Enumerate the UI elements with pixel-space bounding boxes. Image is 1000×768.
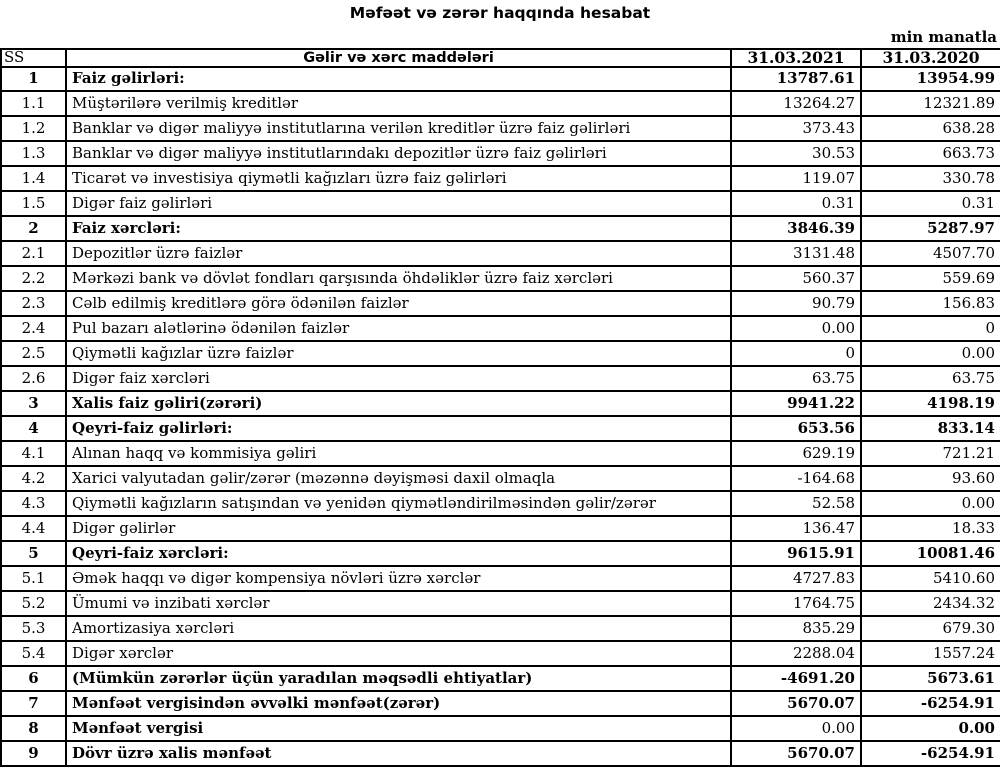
row-label: Cəlb edilmiş kreditlərə görə ödənilən faizlər bbox=[66, 291, 731, 316]
row-value-2020: 4198.19 bbox=[861, 391, 1000, 416]
row-label: Faiz gəlirləri: bbox=[66, 67, 731, 92]
row-number: 7 bbox=[1, 691, 66, 716]
table-row bbox=[1, 91, 1000, 116]
row-number: 2.2 bbox=[1, 266, 66, 291]
header-period-2020: 31.03.2020 bbox=[861, 49, 1000, 67]
row-value-2021: 4727.83 bbox=[731, 566, 861, 591]
row-value-2021: 2288.04 bbox=[731, 641, 861, 666]
row-value-2021: 3131.48 bbox=[731, 241, 861, 266]
table-row bbox=[1, 616, 1000, 641]
row-value-2020: 721.21 bbox=[861, 441, 1000, 466]
row-number: 1.4 bbox=[1, 166, 66, 191]
row-label: Ticarət və investisiya qiymətli kağızları üzrə faiz gəlirləri bbox=[66, 166, 731, 191]
table-row bbox=[1, 241, 1000, 266]
row-number: 4.3 bbox=[1, 491, 66, 516]
table-row bbox=[1, 716, 1000, 741]
table-row bbox=[1, 591, 1000, 616]
row-value-2021: 1764.75 bbox=[731, 591, 861, 616]
table-row bbox=[1, 416, 1000, 441]
row-value-2020: 93.60 bbox=[861, 466, 1000, 491]
header-ss: SS bbox=[1, 49, 66, 67]
row-label: Faiz xərcləri: bbox=[66, 216, 731, 241]
row-label: Mənfəət vergisi bbox=[66, 716, 731, 741]
table-row bbox=[1, 366, 1000, 391]
row-value-2021: -4691.20 bbox=[731, 666, 861, 691]
row-label: Digər gəlirlər bbox=[66, 516, 731, 541]
row-value-2020: 679.30 bbox=[861, 616, 1000, 641]
row-number: 4.1 bbox=[1, 441, 66, 466]
row-value-2020: 4507.70 bbox=[861, 241, 1000, 266]
table-row bbox=[1, 67, 1000, 92]
table-row bbox=[1, 516, 1000, 541]
row-value-2020: 5287.97 bbox=[861, 216, 1000, 241]
row-value-2020: 663.73 bbox=[861, 141, 1000, 166]
row-value-2021: 13264.27 bbox=[731, 91, 861, 116]
table-row bbox=[1, 666, 1000, 691]
table-row bbox=[1, 266, 1000, 291]
row-value-2020: -6254.91 bbox=[861, 741, 1000, 766]
row-label: Alınan haqq və kommisiya gəliri bbox=[66, 441, 731, 466]
row-value-2020: 330.78 bbox=[861, 166, 1000, 191]
row-label: Mərkəzi bank və dövlət fondları qarşısında öhdəliklər üzrə faiz xərcləri bbox=[66, 266, 731, 291]
row-value-2020: 0 bbox=[861, 316, 1000, 341]
row-value-2020: 10081.46 bbox=[861, 541, 1000, 566]
row-label: Pul bazarı alətlərinə ödənilən faizlər bbox=[66, 316, 731, 341]
row-label: Əmək haqqı və digər kompensiya növləri üzrə xərclər bbox=[66, 566, 731, 591]
row-number: 4.2 bbox=[1, 466, 66, 491]
table-row bbox=[1, 741, 1000, 766]
row-value-2021: 560.37 bbox=[731, 266, 861, 291]
row-value-2021: 0.00 bbox=[731, 716, 861, 741]
table-row bbox=[1, 216, 1000, 241]
row-value-2020: 13954.99 bbox=[861, 67, 1000, 92]
row-number: 9 bbox=[1, 741, 66, 766]
row-label: Müştərilərə verilmiş kreditlər bbox=[66, 91, 731, 116]
row-value-2020: -6254.91 bbox=[861, 691, 1000, 716]
table-row bbox=[1, 316, 1000, 341]
row-label: Mənfəət vergisindən əvvəlki mənfəət(zərər) bbox=[66, 691, 731, 716]
row-value-2021: 52.58 bbox=[731, 491, 861, 516]
row-label: Xalis faiz gəliri(zərəri) bbox=[66, 391, 731, 416]
row-label: Qeyri-faiz gəlirləri: bbox=[66, 416, 731, 441]
row-label: Ümumi və inzibati xərclər bbox=[66, 591, 731, 616]
row-label: Banklar və digər maliyyə institutlarındakı depozitlər üzrə faiz gəlirləri bbox=[66, 141, 731, 166]
row-number: 1 bbox=[1, 67, 66, 92]
table-row bbox=[1, 341, 1000, 366]
table-row bbox=[1, 466, 1000, 491]
row-number: 2.1 bbox=[1, 241, 66, 266]
row-value-2021: 119.07 bbox=[731, 166, 861, 191]
row-value-2021: 835.29 bbox=[731, 616, 861, 641]
row-label: Digər faiz gəlirləri bbox=[66, 191, 731, 216]
row-value-2020: 63.75 bbox=[861, 366, 1000, 391]
row-value-2020: 5673.61 bbox=[861, 666, 1000, 691]
row-number: 5.2 bbox=[1, 591, 66, 616]
table-row bbox=[1, 141, 1000, 166]
row-label: Xarici valyutadan gəlir/zərər (məzənnə dəyişməsi daxil olmaqla bbox=[66, 466, 731, 491]
row-number: 2.6 bbox=[1, 366, 66, 391]
row-label: Banklar və digər maliyyə institutlarına verilən kreditlər üzrə faiz gəlirləri bbox=[66, 116, 731, 141]
table-row bbox=[1, 116, 1000, 141]
row-value-2021: 0 bbox=[731, 341, 861, 366]
row-value-2020: 156.83 bbox=[861, 291, 1000, 316]
row-label: Depozitlər üzrə faizlər bbox=[66, 241, 731, 266]
row-number: 2.3 bbox=[1, 291, 66, 316]
table-row bbox=[1, 391, 1000, 416]
row-label: Amortizasiya xərcləri bbox=[66, 616, 731, 641]
row-value-2021: 90.79 bbox=[731, 291, 861, 316]
row-value-2021: 653.56 bbox=[731, 416, 861, 441]
row-number: 5 bbox=[1, 541, 66, 566]
row-value-2020: 0.31 bbox=[861, 191, 1000, 216]
profit-loss-table bbox=[0, 48, 1000, 767]
row-value-2021: 9615.91 bbox=[731, 541, 861, 566]
row-number: 8 bbox=[1, 716, 66, 741]
row-value-2020: 833.14 bbox=[861, 416, 1000, 441]
row-label: Qiymətli kağızların satışından və yenidən qiymətləndirilməsindən gəlir/zərər bbox=[66, 491, 731, 516]
row-number: 1.1 bbox=[1, 91, 66, 116]
row-value-2020: 2434.32 bbox=[861, 591, 1000, 616]
row-label: Qeyri-faiz xərcləri: bbox=[66, 541, 731, 566]
row-value-2021: 5670.07 bbox=[731, 741, 861, 766]
table-row bbox=[1, 566, 1000, 591]
row-value-2021: 629.19 bbox=[731, 441, 861, 466]
table-header-row bbox=[1, 49, 1000, 67]
row-label: Qiymətli kağızlar üzrə faizlər bbox=[66, 341, 731, 366]
unit-label: min manatla bbox=[890, 28, 997, 46]
row-value-2021: 3846.39 bbox=[731, 216, 861, 241]
row-number: 5.3 bbox=[1, 616, 66, 641]
row-label: (Mümkün zərərlər üçün yaradılan məqsədli ehtiyatlar) bbox=[66, 666, 731, 691]
table-row bbox=[1, 691, 1000, 716]
row-number: 1.3 bbox=[1, 141, 66, 166]
table-body bbox=[1, 67, 1000, 767]
row-value-2021: 136.47 bbox=[731, 516, 861, 541]
row-value-2021: 13787.61 bbox=[731, 67, 861, 92]
table-row bbox=[1, 491, 1000, 516]
row-value-2021: 373.43 bbox=[731, 116, 861, 141]
row-value-2021: 0.31 bbox=[731, 191, 861, 216]
row-value-2020: 18.33 bbox=[861, 516, 1000, 541]
row-value-2021: 5670.07 bbox=[731, 691, 861, 716]
row-label: Digər faiz xərcləri bbox=[66, 366, 731, 391]
row-number: 4.4 bbox=[1, 516, 66, 541]
row-value-2020: 12321.89 bbox=[861, 91, 1000, 116]
row-value-2021: 0.00 bbox=[731, 316, 861, 341]
row-value-2020: 5410.60 bbox=[861, 566, 1000, 591]
table-row bbox=[1, 191, 1000, 216]
row-value-2021: 30.53 bbox=[731, 141, 861, 166]
row-number: 2.5 bbox=[1, 341, 66, 366]
row-value-2020: 559.69 bbox=[861, 266, 1000, 291]
row-number: 3 bbox=[1, 391, 66, 416]
row-value-2021: 9941.22 bbox=[731, 391, 861, 416]
row-value-2020: 0.00 bbox=[861, 491, 1000, 516]
report-title: Məfəət və zərər haqqında hesabat bbox=[349, 4, 651, 22]
row-value-2020: 638.28 bbox=[861, 116, 1000, 141]
row-number: 2 bbox=[1, 216, 66, 241]
row-number: 5.4 bbox=[1, 641, 66, 666]
table-row bbox=[1, 291, 1000, 316]
header-period-2021: 31.03.2021 bbox=[731, 49, 861, 67]
row-value-2020: 0.00 bbox=[861, 716, 1000, 741]
table-row bbox=[1, 441, 1000, 466]
row-value-2021: -164.68 bbox=[731, 466, 861, 491]
row-value-2020: 1557.24 bbox=[861, 641, 1000, 666]
table-row bbox=[1, 166, 1000, 191]
row-label: Dövr üzrə xalis mənfəət bbox=[66, 741, 731, 766]
row-number: 2.4 bbox=[1, 316, 66, 341]
row-value-2020: 0.00 bbox=[861, 341, 1000, 366]
row-number: 5.1 bbox=[1, 566, 66, 591]
row-label: Digər xərclər bbox=[66, 641, 731, 666]
row-value-2021: 63.75 bbox=[731, 366, 861, 391]
header-items: Gəlir və xərc maddələri bbox=[66, 49, 731, 67]
table-row bbox=[1, 541, 1000, 566]
table-row bbox=[1, 641, 1000, 666]
row-number: 6 bbox=[1, 666, 66, 691]
row-number: 1.5 bbox=[1, 191, 66, 216]
row-number: 1.2 bbox=[1, 116, 66, 141]
row-number: 4 bbox=[1, 416, 66, 441]
